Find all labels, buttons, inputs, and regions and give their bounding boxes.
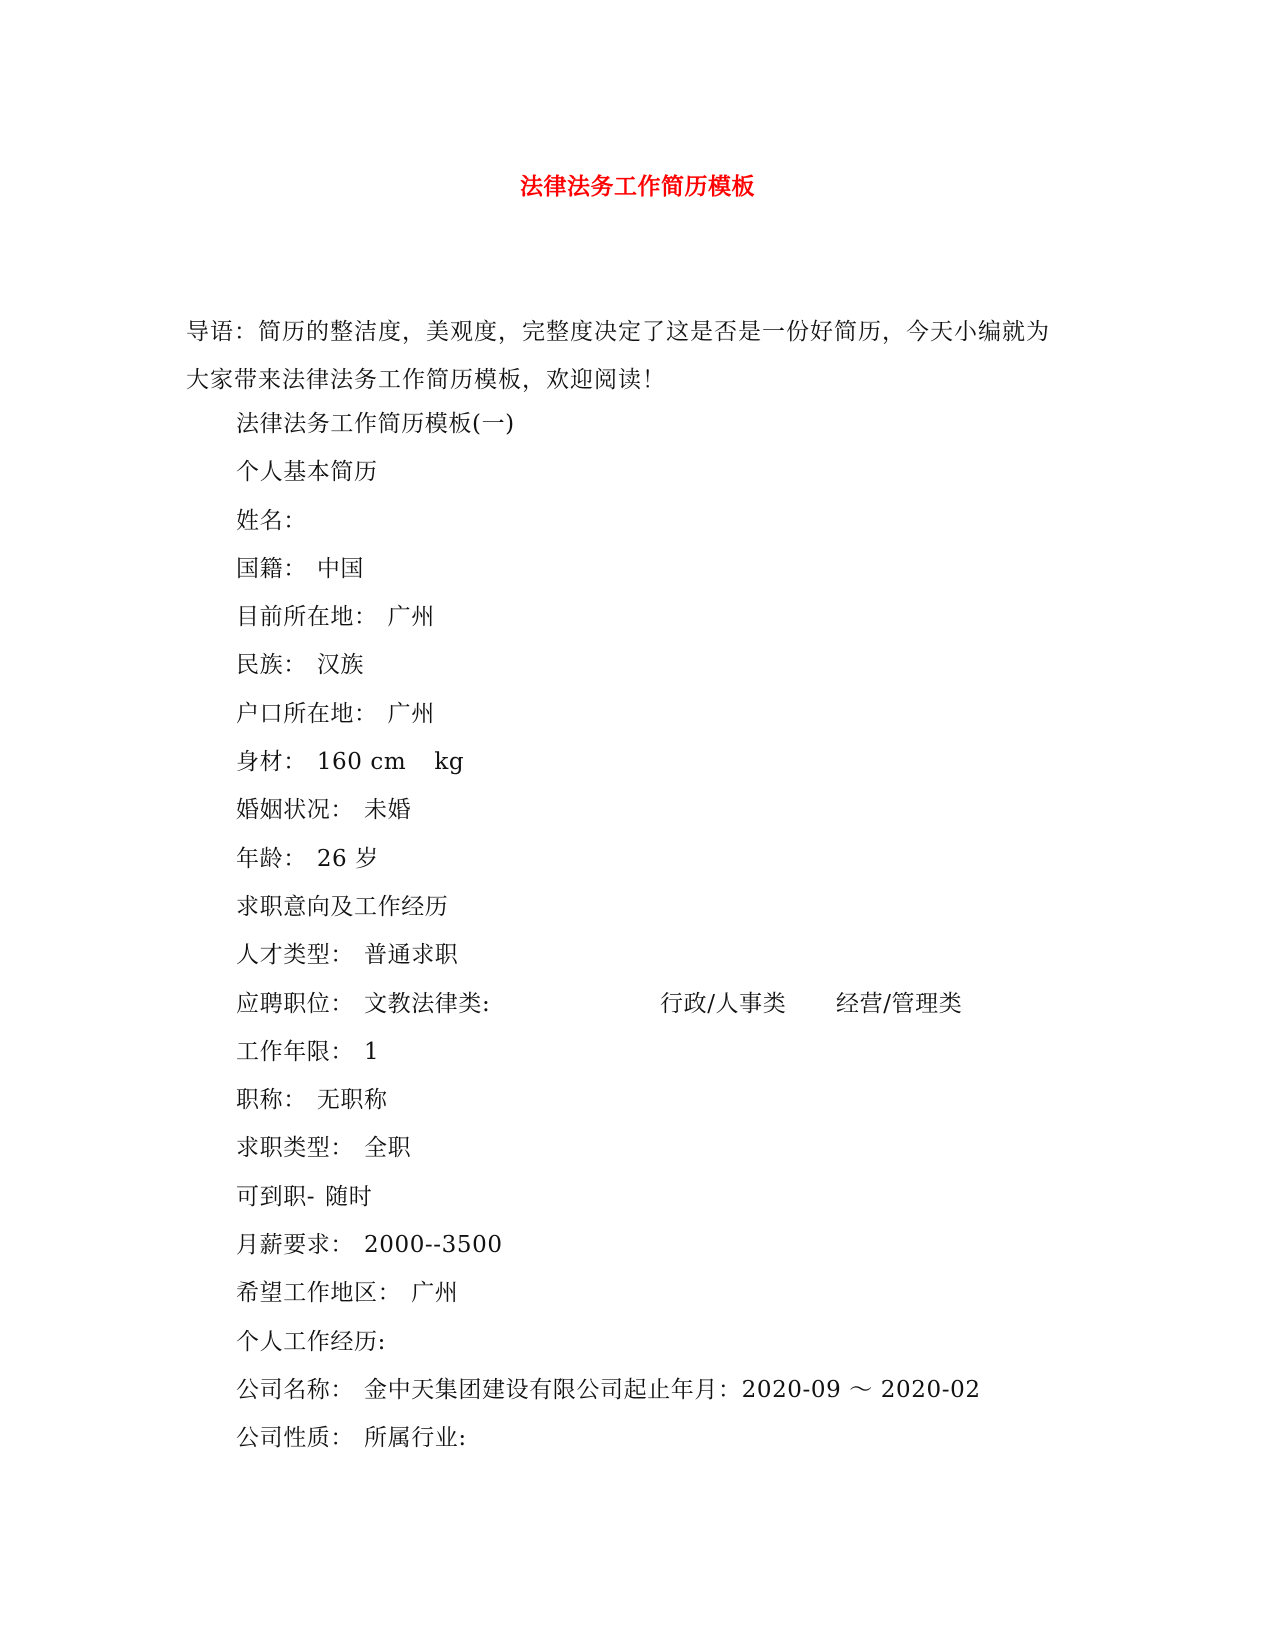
years-row [236,1032,981,1080]
marital-row [236,790,981,838]
nationality-value: 中国 [316,555,365,582]
job-title-value: 无职称 [316,1087,388,1114]
name-row [236,501,981,549]
position-label: 应聘职位： [236,990,354,1017]
company-label: 公司名称： [236,1376,354,1403]
salary-value: 2000--3500 [364,1232,503,1259]
salary-row [236,1225,981,1273]
company-nature-label: 公司性质： [236,1425,354,1452]
company-row [236,1370,981,1418]
job-type-label: 求职类型： [236,1135,354,1162]
intent-heading: 求职意向及工作经历 [236,893,449,920]
available-row [236,1177,981,1225]
body-row [236,742,981,790]
location-row [236,597,981,645]
body-label: 身材： [236,749,307,776]
document-title: 法律法务工作简历模板 [520,173,755,200]
hukou-value: 广州 [387,700,435,727]
years-value: 1 [364,1038,380,1065]
intro-line-2: 大家带来法律法务工作简历模板，欢迎阅读！ [186,367,666,393]
age-label: 年龄： [236,845,307,872]
salary-label: 月薪要求： [236,1232,354,1259]
company-nature-row [236,1418,981,1466]
talent-type-label: 人才类型： [236,942,354,969]
resume-fields [236,404,981,1467]
name-label: 姓名： [236,507,307,534]
position-row [236,984,981,1032]
location-value: 广州 [387,604,435,631]
area-row [236,1273,981,1321]
experience-heading: 个人工作经历: [236,1328,386,1355]
talent-type-value: 普通求职 [364,942,459,969]
ethnicity-row [236,645,981,693]
hukou-label: 户口所在地： [236,700,378,727]
position-value-2: 行政/人事类 [660,990,787,1017]
job-title-row [236,1080,981,1128]
age-value: 26 岁 [316,845,379,872]
basic-heading: 个人基本简历 [236,459,378,486]
ethnicity-value: 汉族 [316,652,365,679]
age-row [236,839,981,887]
company-value: 金中天集团建设有限公司起止年月：2020-09 ～ 2020-02 [364,1376,981,1403]
location-label: 目前所在地： [236,604,378,631]
nationality-label: 国籍： [236,555,307,582]
available-value: 随时 [325,1183,373,1210]
job-title-label: 职称： [236,1087,307,1114]
years-label: 工作年限： [236,1038,354,1065]
position-value-1: 文教法律类: [364,990,491,1017]
company-nature-value: 所属行业: [364,1425,467,1452]
job-type-row [236,1128,981,1176]
area-label: 希望工作地区： [236,1280,402,1307]
job-type-value: 全职 [364,1135,412,1162]
marital-label: 婚姻状况： [236,797,354,824]
marital-value: 未婚 [364,797,412,824]
ethnicity-label: 民族： [236,652,307,679]
nationality-row [236,549,981,597]
area-value: 广州 [411,1280,459,1307]
height-value: 160 cm [316,749,407,776]
intro-line-1: 导语：简历的整洁度，美观度，完整度决定了这是否是一份好简历，今天小编就为 [186,319,1050,345]
hukou-row [236,694,981,742]
position-value-3: 经营/管理类 [836,990,963,1017]
available-label: 可到职- [236,1183,316,1210]
weight-unit: kg [434,749,465,776]
talent-type-row [236,935,981,983]
intro-paragraph [186,308,1086,404]
section-heading: 法律法务工作简历模板(一) [236,411,515,437]
